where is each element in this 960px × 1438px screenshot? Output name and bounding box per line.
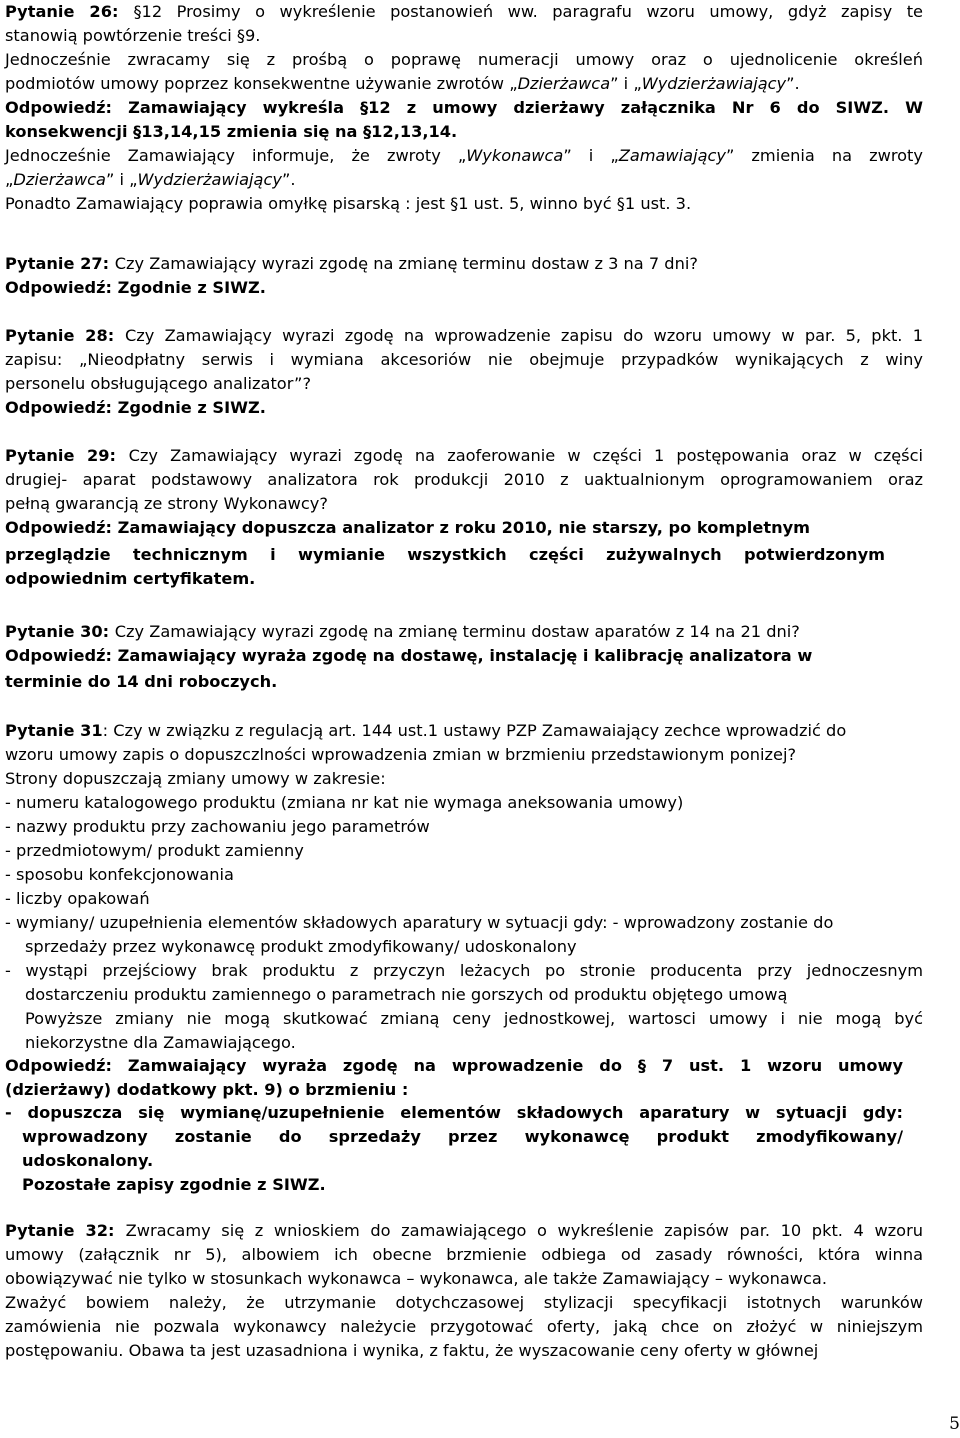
text-line (5, 959, 923, 983)
text-line (5, 468, 923, 492)
text-line (5, 1243, 923, 1267)
text-run: Czy Zamawiający wyrazi zgodę na zaoferowanie w części 1 postępowania oraz w części (128, 446, 923, 465)
text-line (5, 767, 386, 791)
text-run: Ponadto Zamawiający poprawia omyłkę pisarską : jest §1 ust. 5, winno być §1 ust. 3. (5, 194, 692, 213)
text-run: - wystąpi przejściowy brak produktu z przyczyn leżacych po stronie producenta przy jednoczesnym (5, 961, 923, 980)
italic-text: Wykonawca (466, 146, 564, 165)
bold-text: Odpowiedź: Zamawiający wykreśla §12 z umowy dzierżawy załącznika Nr 6 do SIWZ. W (5, 98, 923, 117)
text-line (5, 1267, 827, 1291)
bold-text: - dopuszcza się wymianę/uzupełnienie elementów składowych aparatury w sytuacji gdy: (5, 1103, 903, 1122)
text-line (25, 1031, 296, 1055)
text-run: pełną gwarancją ze strony Wykonawcy? (5, 494, 328, 513)
text-run: Powyższe zmiany nie mogą skutkować zmianą ceny jednostkowej, wartosci umowy i nie mogą być (25, 1009, 923, 1028)
text-line (5, 252, 698, 276)
text-line (5, 1054, 903, 1078)
bold-text: Odpowiedź: Zamwaiający wyraża zgodę na wprowadzenie do § 7 ust. 1 wzoru umowy (5, 1056, 903, 1075)
text-line (5, 48, 923, 72)
text-line (5, 372, 311, 396)
text-line (5, 168, 296, 192)
text-line (25, 935, 577, 959)
page-number: 5 (949, 1414, 960, 1434)
bold-text: Pytanie 31 (5, 721, 103, 740)
text-line (5, 1291, 923, 1315)
bold-text: Odpowiedź: Zgodnie z SIWZ. (5, 398, 266, 417)
text-run: wzoru umowy zapis o dopuszczlności wprowadzenia zmian w brzmieniu przedstawionym ponizej? (5, 745, 797, 764)
text-line (5, 1078, 408, 1102)
text-line (5, 620, 800, 644)
text-line (5, 72, 800, 96)
text-line (5, 911, 833, 935)
text-line (5, 516, 810, 540)
text-run: ” i „ (610, 74, 642, 93)
text-run: - sposobu konfekcjonowania (5, 865, 234, 884)
text-run: „ (5, 170, 14, 189)
text-line (5, 396, 266, 420)
text-run: Czy Zamawiający wyrazi zgodę na zmianę terminu dostaw aparatów z 14 na 21 dni? (114, 622, 800, 641)
text-line (5, 492, 328, 516)
text-line (5, 887, 150, 911)
text-line (5, 567, 255, 591)
italic-text: Wydzierżawiający (137, 170, 282, 189)
bold-text: wprowadzony zostanie do sprzedaży przez wykonawcę produkt zmodyfikowany/ (22, 1127, 903, 1146)
text-run: ”. (281, 170, 296, 189)
text-line (5, 791, 683, 815)
text-run: ”. (786, 74, 800, 93)
italic-text: Dzierżawca (13, 170, 106, 189)
italic-text: Zamawiający (618, 146, 726, 165)
text-run: stanowią powtórzenie treści §9. (5, 26, 261, 45)
text-line (5, 743, 796, 767)
text-line (5, 0, 923, 24)
text-run: : Czy w związku z regulacją art. 144 ust.1 ustawy PZP Zamawaiający zechce wprowadzić do (102, 721, 847, 740)
text-line (5, 24, 260, 48)
text-line (5, 120, 457, 144)
bold-text: terminie do 14 dni roboczych. (5, 672, 278, 691)
text-run: personelu obsługującego analizator”? (5, 374, 312, 393)
text-line (5, 670, 277, 694)
text-line (5, 863, 234, 887)
bold-text: przeglądzie technicznym i wymianie wszystkich części zużywalnych potwierdzonym (5, 545, 885, 564)
text-run: - przedmiotowym/ produkt zamienny (5, 841, 304, 860)
text-line (5, 324, 923, 348)
text-run: postępowaniu. Obawa ta jest uzasadniona i wynika, z faktu, że wyszacowanie ceny oferty w głównej (5, 1341, 819, 1360)
text-line (5, 815, 430, 839)
bold-text: Pytanie 26: (5, 2, 134, 21)
text-line (5, 1315, 923, 1339)
text-line (5, 192, 691, 216)
text-line (5, 543, 885, 567)
text-run: umowy (załącznik nr 5), albowiem ich obecne brzmienie odbiega od zasady równości, która winna (5, 1245, 923, 1264)
bold-text: Pozostałe zapisy zgodnie z SIWZ. (22, 1175, 326, 1194)
text-line (5, 144, 923, 168)
text-run: - nazwy produktu przy zachowaniu jego parametrów (5, 817, 430, 836)
text-run: drugiej- aparat podstawowy analizatora rok produkcji 2010 z uaktualnionym oprogramowaniem oraz (5, 470, 923, 489)
text-line (5, 444, 923, 468)
text-line (5, 96, 923, 120)
text-run: Jednocześnie zwracamy się z prośbą o poprawę numeracji umowy oraz o ujednolicenie określeń (5, 50, 923, 69)
text-run: sprzedaży przez wykonawcę produkt zmodyfikowany/ udoskonalony (25, 937, 577, 956)
text-line (5, 644, 812, 668)
text-line (5, 719, 846, 743)
text-run: Czy Zamawiający wyrazi zgodę na zmianę terminu dostaw z 3 na 7 dni? (114, 254, 698, 273)
bold-text: Pytanie 28: (5, 326, 125, 345)
bold-text: (dzierżawy) dodatkowy pkt. 9) o brzmieniu : (5, 1080, 409, 1099)
bold-text: odpowiednim certyfikatem. (5, 569, 256, 588)
bold-text: Pytanie 27: (5, 254, 115, 273)
italic-text: Wydzierżawiający (641, 74, 787, 93)
text-run: - numeru katalogowego produktu (zmiana nr kat nie wymaga aneksowania umowy) (5, 793, 684, 812)
text-run: zamówienia nie pozwala wykonawcy należycie przygotować oferty, jaką chce on złożyć w niniejszym (5, 1317, 923, 1336)
text-run: obowiązywać nie tylko w stosunkach wykonawca – wykonawca, ale także Zamawiający – wykonawca. (5, 1269, 827, 1288)
text-line (22, 1149, 153, 1173)
text-line (25, 983, 787, 1007)
text-run: ” i „ (105, 170, 138, 189)
text-run: niekorzystne dla Zamawiającego. (25, 1033, 296, 1052)
text-run: zapisu: „Nieodpłatny serwis i wymiana akcesoriów nie obejmuje przypadków wynikających z winy (5, 350, 923, 369)
text-line (25, 1007, 923, 1031)
bold-text: Odpowiedź: Zamawiający wyraża zgodę na dostawę, instalację i kalibrację analizatora w (5, 646, 813, 665)
bold-text: Pytanie 29: (5, 446, 129, 465)
bold-text: Pytanie 32: (5, 1221, 126, 1240)
text-run: Jednocześnie Zamawiający informuje, że zwroty „ (5, 146, 467, 165)
text-run: Czy Zamawiający wyrazi zgodę na wprowadzenie zapisu do wzoru umowy w par. 5, pkt. 1 (124, 326, 924, 345)
text-run: dostarczeniu produktu zamiennego o parametrach nie gorszych od produktu objętego umową (25, 985, 788, 1004)
text-run: - wymiany/ uzupełnienia elementów składowych aparatury w sytuacji gdy: - wprowadzony zostanie do (5, 913, 834, 932)
text-run: Strony dopuszczają zmiany umowy w zakresie: (5, 769, 386, 788)
text-line (5, 276, 266, 300)
bold-text: konsekwencji §13,14,15 zmienia się na §12,13,14. (5, 122, 458, 141)
text-run: §12 Prosimy o wykreślenie postanowień ww. paragrafu wzoru umowy, gdyż zapisy te (133, 2, 923, 21)
text-line (5, 1339, 818, 1363)
text-run: podmiotów umowy poprzez konsekwentne używanie zwrotów „ (5, 74, 518, 93)
italic-text: Dzierżawca (517, 74, 611, 93)
text-run: Zważyć bowiem należy, że utrzymanie dotychczasowej stylizacji specyfikacji istotnych warunków (5, 1293, 923, 1312)
text-line (5, 348, 923, 372)
text-line (5, 839, 304, 863)
text-line (5, 1219, 923, 1243)
text-line (22, 1173, 326, 1197)
bold-text: udoskonalony. (22, 1151, 154, 1170)
bold-text: Odpowiedź: Zgodnie z SIWZ. (5, 278, 266, 297)
text-run: - liczby opakowań (5, 889, 150, 908)
bold-text: Pytanie 30: (5, 622, 115, 641)
text-line (22, 1125, 903, 1149)
text-run: ” i „ (563, 146, 619, 165)
text-line (5, 1101, 903, 1125)
text-run: ” zmienia na zwroty (726, 146, 923, 165)
bold-text: Odpowiedź: Zamawiający dopuszcza analizator z roku 2010, nie starszy, po kompletnym (5, 518, 811, 537)
text-run: Zwracamy się z wnioskiem do zamawiającego o wykreślenie zapisów par. 10 pkt. 4 wzoru (125, 1221, 923, 1240)
